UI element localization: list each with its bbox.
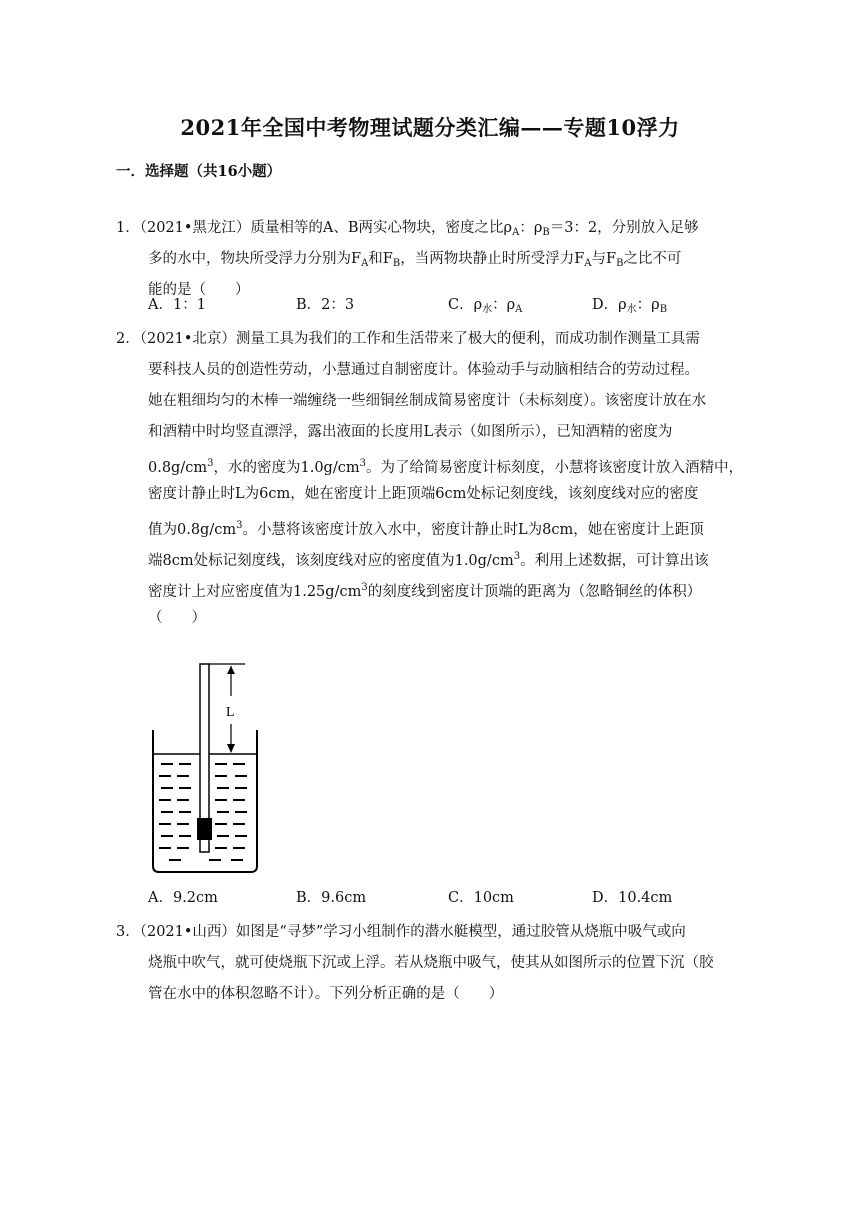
option-b[interactable]: B．9.6cm bbox=[296, 890, 367, 906]
hydrometer-figure bbox=[145, 658, 265, 878]
option-d[interactable]: D．$\rho_水$：$\rho_B$ bbox=[592, 297, 668, 315]
question-2-line-1: 2．（2021•北京）测量工具为我们的工作和生活带来了极大的便利，而成功制作测量工具需 bbox=[116, 331, 700, 347]
question-1-line-3: 能的是（ ） bbox=[148, 282, 250, 298]
question-2-line-8: 端8cm处标记刻度线，该刻度线对应的密度值为$1.0g/cm^3$。利用上述数据，可计算出该 bbox=[148, 551, 709, 569]
question-3-line-2: 烧瓶中吹气，就可使烧瓶下沉或上浮。若从烧瓶中吸气，使其从如图所示的位置下沉（胶 bbox=[148, 955, 714, 971]
page-title: 2021年全国中考物理试题分类汇编——专题10浮力 bbox=[180, 115, 680, 140]
option-a[interactable]: A．1：1 bbox=[148, 297, 206, 313]
question-2-line-10: （ ） bbox=[148, 610, 206, 626]
copper-wire-coil bbox=[197, 818, 212, 840]
question-3 bbox=[116, 917, 746, 1010]
question-2 bbox=[116, 324, 746, 634]
option-a[interactable]: A．9.2cm bbox=[148, 890, 218, 906]
question-2-line-5: $0.8g/cm^3$，水的密度为$1.0g/cm^3$。为了给简易密度计标刻度，小慧将该密度计放入酒精中， bbox=[148, 458, 743, 476]
option-b[interactable]: B．2：3 bbox=[296, 297, 355, 313]
option-c[interactable]: C．$\rho_水$：$\rho_A$ bbox=[448, 297, 523, 315]
question-3-line-1: 3．（2021•山西）如图是“寻梦”学习小组制作的潜水艇模型，通过胶管从烧瓶中吸气或向 bbox=[116, 924, 686, 940]
question-1-line-1: 1．（2021•黑龙江）质量相等的A、B两实心物块，密度之比$\rho_A$：$\rho_B=3$：2，分别放入足够 bbox=[116, 220, 699, 238]
option-d[interactable]: D．10.4cm bbox=[592, 890, 673, 906]
figure-label-l: L bbox=[226, 705, 235, 720]
question-1-line-2: 多的水中，物块所受浮力分别为$F_A$和$F_B$，当两物块静止时所受浮力$F_A$与$F_B$之比不可 bbox=[148, 251, 682, 269]
question-3-line-3: 管在水中的体积忽略不计）。下列分析正确的是（ ） bbox=[148, 986, 504, 1002]
question-1-options bbox=[148, 293, 748, 317]
question-2-line-4: 和酒精中时均竖直漂浮，露出液面的长度用L表示（如图所示），已知酒精的密度为 bbox=[148, 424, 673, 440]
question-2-line-6: 密度计静止时L为6cm，她在密度计上距顶端6cm处标记刻度线，该刻度线对应的密度 bbox=[148, 486, 699, 502]
question-2-line-9: 密度计上对应密度值为$1.25g/cm^3$的刻度线到密度计顶端的距离为（忽略铜丝的体积） bbox=[148, 582, 702, 600]
question-2-line-3: 她在粗细均匀的木棒一端缠绕一些细铜丝制成简易密度计（未标刻度）。该密度计放在水 bbox=[148, 393, 707, 409]
question-2-line-7: 值为$0.8g/cm^3$。小慧将该密度计放入水中，密度计静止时L为8cm，她在密度计上距顶 bbox=[148, 520, 704, 538]
section-heading: 一．选择题（共16小题） bbox=[116, 163, 282, 180]
option-c[interactable]: C．10cm bbox=[448, 890, 514, 906]
question-2-options bbox=[148, 886, 748, 910]
question-2-line-2: 要科技人员的创造性劳动，小慧通过自制密度计。体验动手与动脑相结合的劳动过程。 bbox=[148, 362, 699, 378]
